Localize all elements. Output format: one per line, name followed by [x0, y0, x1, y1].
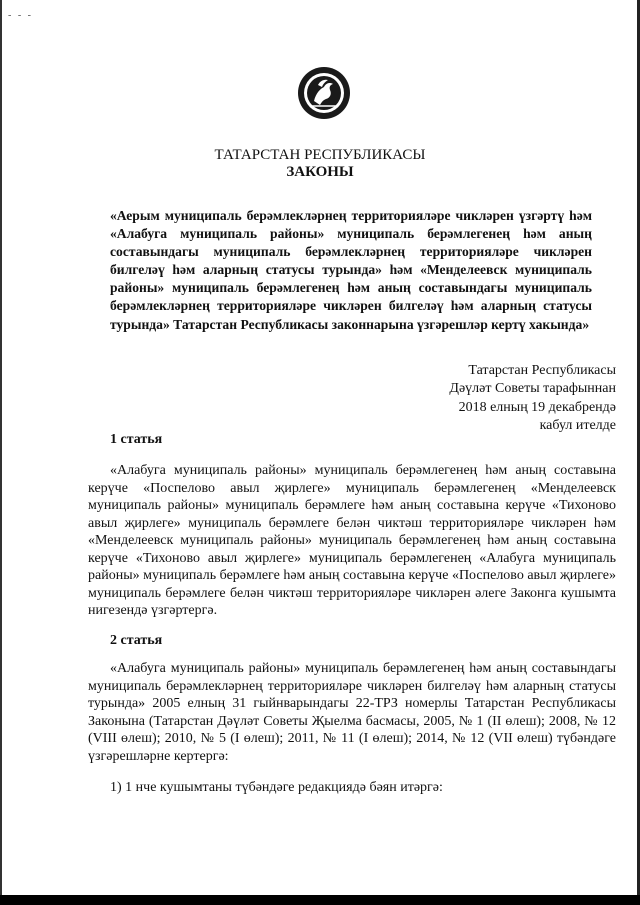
adoption-block: [400, 362, 616, 436]
article-2-item-1: 1) 1 нче кушымтаны түбәндәге редакциядә бәян итәргә:: [110, 780, 443, 795]
scan-bottom-edge: [0, 895, 640, 905]
article-1-body: [88, 462, 616, 620]
scan-marks: - - -: [8, 10, 33, 21]
article-2-heading: 2 статья: [110, 633, 163, 648]
republic-name: ТАТАРСТАН РЕСПУБЛИКАСЫ: [214, 147, 426, 163]
article-1-heading: 1 статья: [110, 432, 163, 447]
article-2-body: [88, 660, 616, 765]
adoption-line: Татарстан Республикасы: [468, 363, 616, 378]
coat-of-arms-icon: [296, 65, 352, 121]
adoption-date: 2018 елның 19 декабрендә: [458, 399, 616, 415]
adoption-line: кабул ителде: [539, 418, 616, 434]
adoption-line: Дәүләт Советы тарафыннан: [449, 381, 616, 397]
document-type: ЗАКОНЫ: [286, 164, 354, 180]
scan-left-edge: [0, 0, 2, 895]
article-1-text: «Алабуга муниципаль районы» муниципаль берәмлегенең һәм аның составына керүче «Поспелово авыл җирлеге» муниципаль берәмлегенең «Менделеевск муниципаль районы» муниципаль берәмлеге һәм аның составына керүче «Тихоново авыл җирлеге» муниципаль берәмлеге белән чиктәш территорияләре чикләрен һәм «Менделеевск муниципаль районы» муниципаль берәмлегенең һәм аның составына керүче «Тихоново авыл җирлеге» муниципаль берәмлегенең «Алабуга муниципаль районы» муниципаль берәмлеге һәм аның составына керүче «Поспелово авыл җирлеге» муниципаль берәмлеге белән чиктәш территорияләре чикләрен әлеге Законга кушымта нигезендә үзгәртергә.: [88, 463, 616, 618]
law-title: «Аерым муниципаль берәмлекләрнең территорияләре чикләрен үзгәртү һәм «Алабуга муниципаль районы» муниципаль берәмлегенең һәм аның составындагы муниципаль берәмлекләрнең территорияләре чикләрен билгеләү һәм аларның статусы турында» һәм «Менделеевск муниципаль районы» муниципаль берәмлегенең һәм аның составындагы муниципаль берәмлекләрнең территорияләре чикләрен билгеләү һәм аларның статусы турында» Татарстан Республикасы законнарына үзгәрешләр кертү хакында»: [110, 208, 592, 332]
article-2-text: «Алабуга муниципаль районы» муниципаль берәмлегенең һәм аның составындагы муниципаль берәмлекләрнең территорияләре чикләрен билгеләү һәм аларның статусы турында» 2005 елның 31 гыйнварындагы 22-ТРЗ номерлы Татарстан Республикасы Законына (Татарстан Дәүләт Советы Җыелма басмасы, 2005, № 1 (II өлеш); 2008, № 12 (VIII өлеш); 2010, № 5 (I өлеш); 2011, № 11 (I өлеш); 2014, № 12 (VII өлеш) түбәндәге үзгәрешләрне кертергә:: [88, 661, 616, 764]
